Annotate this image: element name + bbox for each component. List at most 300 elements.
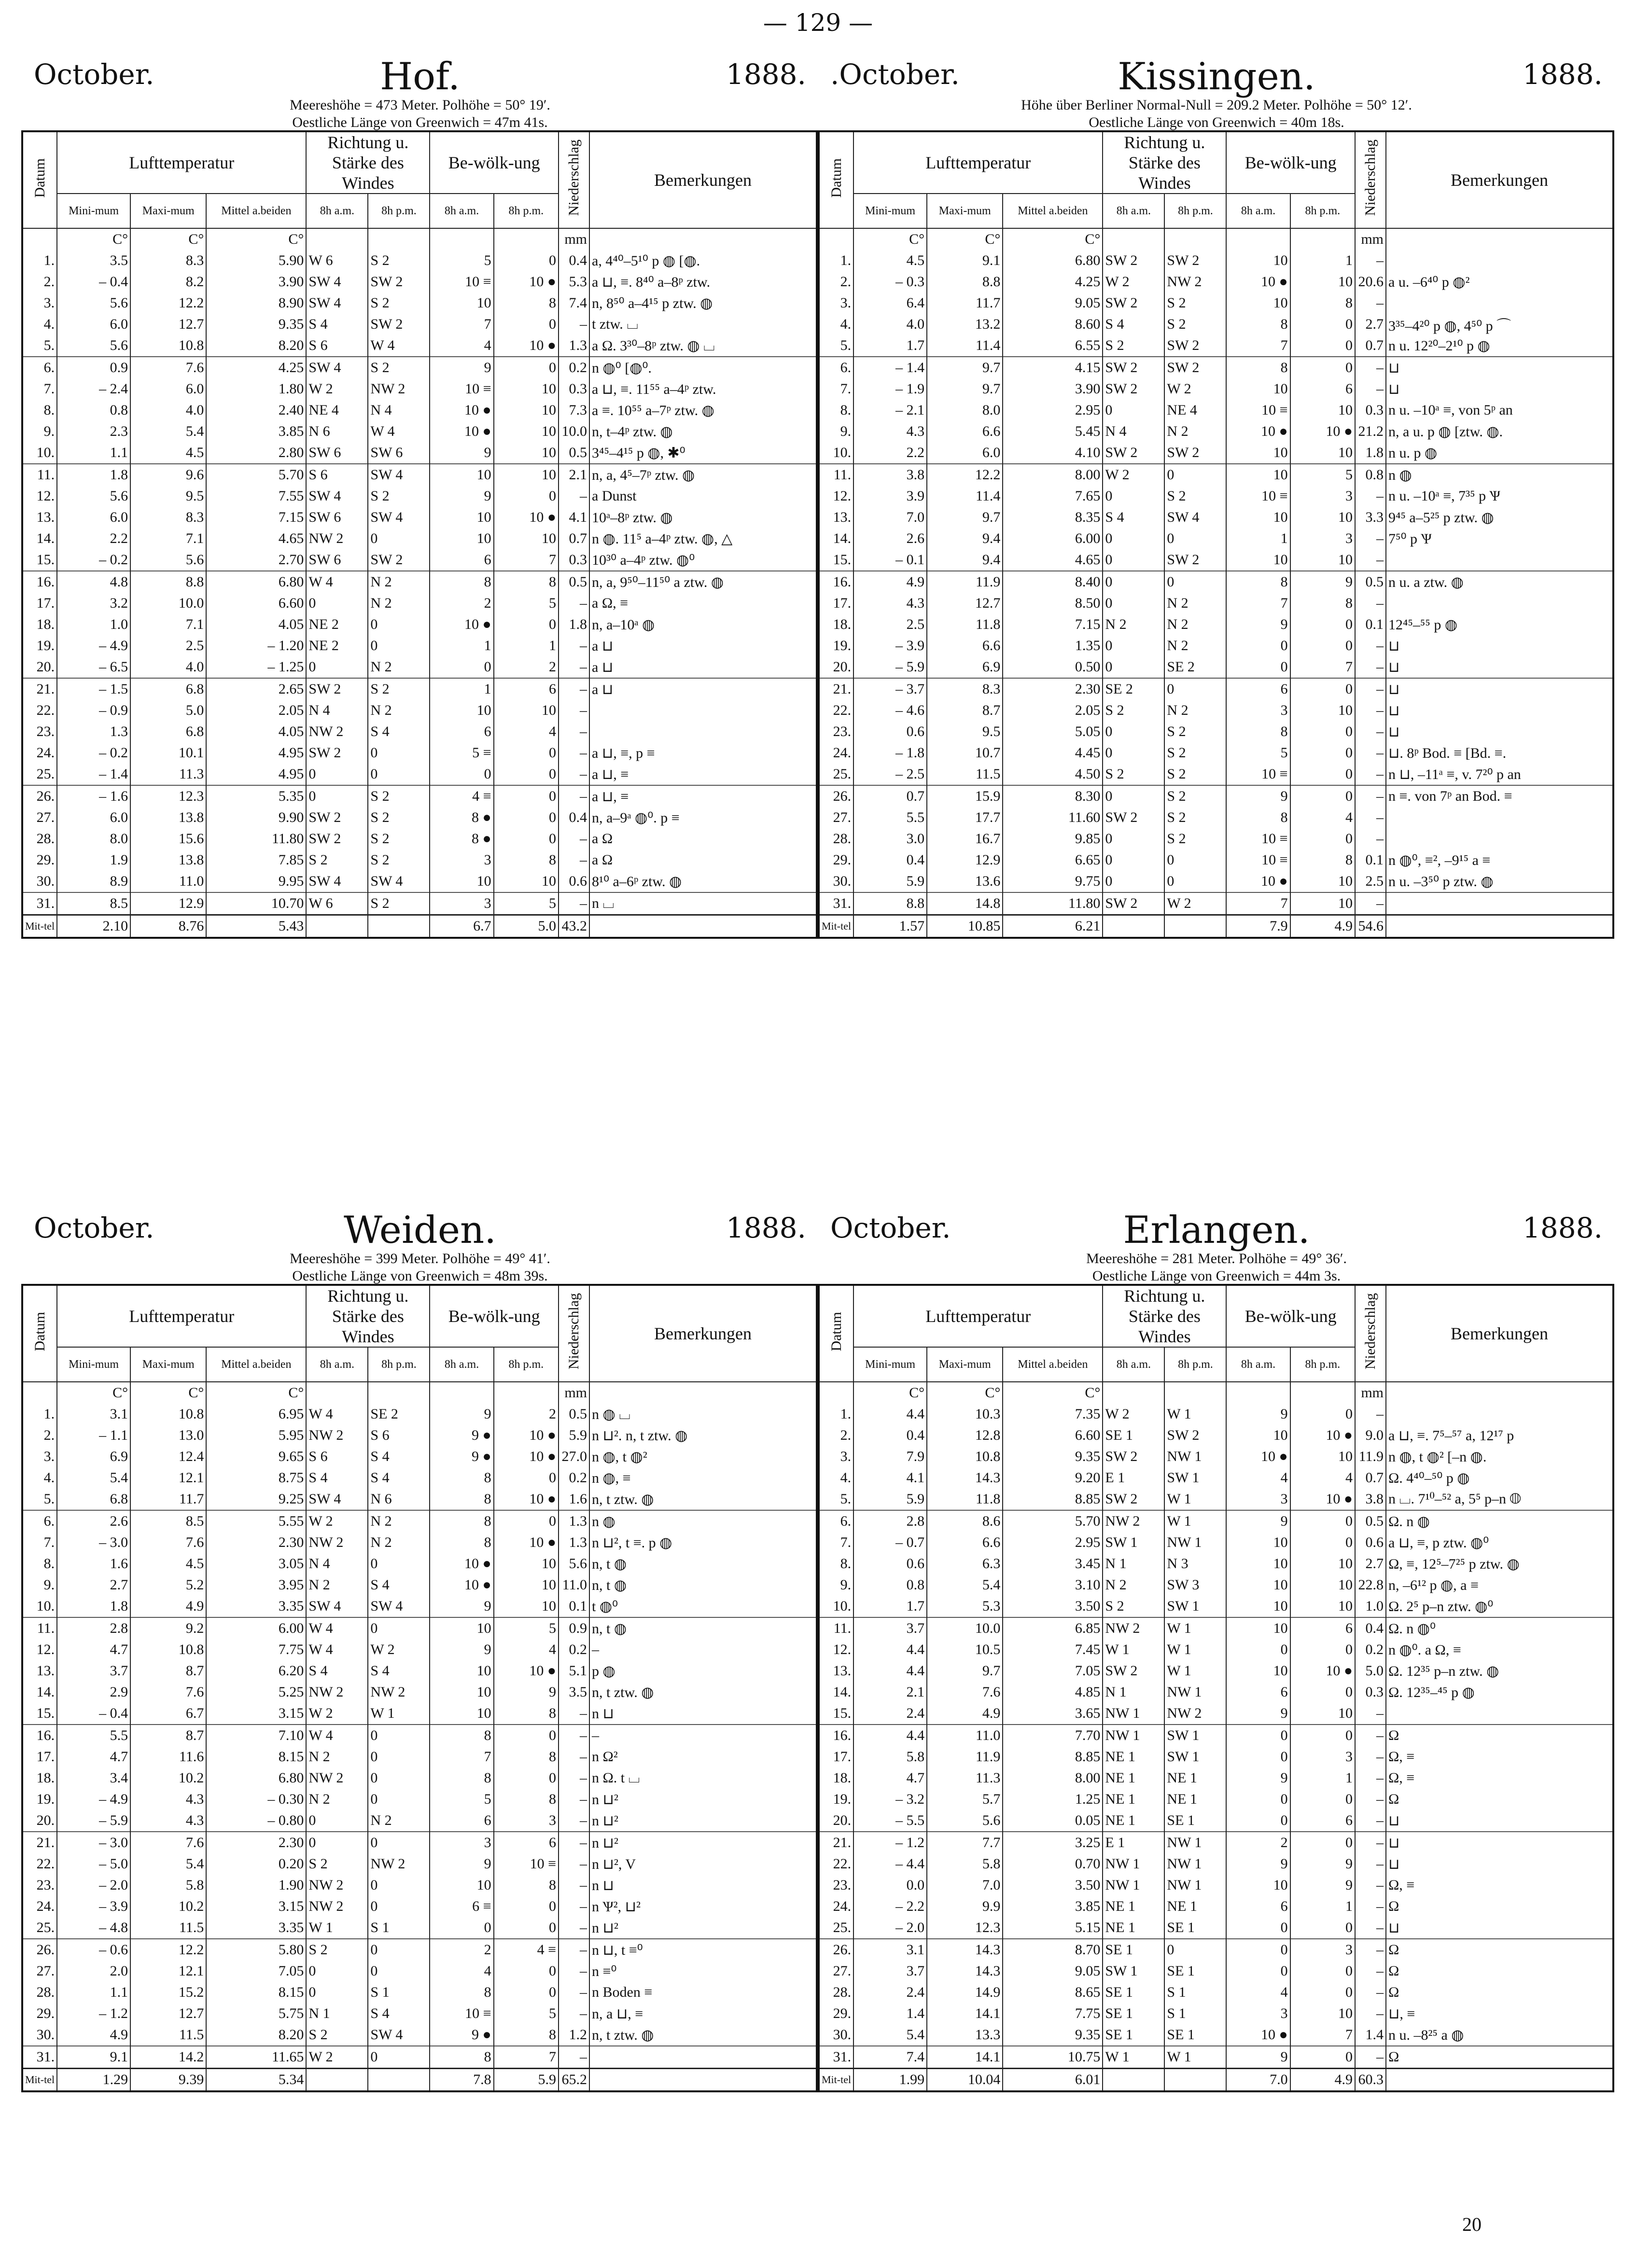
cell: 2.	[819, 1425, 853, 1446]
cell: S 1	[368, 1917, 430, 1939]
cell: – 1.4	[57, 764, 130, 785]
cell: S 2	[1164, 828, 1226, 849]
cell: 30.	[22, 2024, 57, 2046]
cell: – 3.0	[57, 1532, 130, 1553]
cell: 9.1	[57, 2046, 130, 2069]
cell: 6.80	[206, 571, 306, 593]
unit-max: C°	[927, 1382, 1003, 1404]
cell: W 2	[1164, 378, 1226, 400]
cell: 3.50	[1003, 1875, 1103, 1896]
cell: –	[1355, 1703, 1386, 1725]
station-panel	[19, 1202, 821, 2201]
cell: a ⊔	[589, 635, 817, 656]
cell: S 2	[368, 849, 430, 871]
col-precip: Niederschlag	[1355, 131, 1386, 228]
cell: n, t–4ᵖ ztw. ◍	[589, 421, 817, 442]
day-row	[819, 250, 1613, 271]
cell: SW 1	[1164, 1467, 1226, 1489]
station-header	[816, 1202, 1617, 1284]
cell: 0.5	[559, 442, 589, 464]
cell: 4.5	[853, 250, 927, 271]
cell: 2.7	[1355, 1553, 1386, 1574]
cell: n ⊔², t ≡. p ◍	[589, 1532, 817, 1553]
station-header	[816, 48, 1617, 130]
cell: N 2	[368, 1532, 430, 1553]
cell: Ω. 12³⁵–⁴⁵ p ◍	[1386, 1682, 1613, 1703]
day-row	[819, 1832, 1613, 1853]
col-remarks: Bemerkungen	[1386, 131, 1613, 228]
cell: – 3.9	[853, 635, 927, 656]
cell: 5.45	[1003, 421, 1103, 442]
cell: SW 4	[368, 871, 430, 892]
cell: 10	[1290, 871, 1355, 892]
station-name: Hof.	[380, 55, 460, 98]
cell: 6.7	[130, 1703, 206, 1725]
cell: 3	[1226, 700, 1290, 721]
cell: 0	[1290, 1789, 1355, 1810]
cell: 8	[430, 1532, 493, 1553]
station-name: Kissingen.	[1118, 55, 1315, 98]
cell: 6	[494, 1832, 559, 1853]
cell: 6.00	[1003, 528, 1103, 549]
cell: 10 ●	[1290, 1425, 1355, 1446]
mittel-cell: 7.0	[1226, 2069, 1290, 2092]
cell: –	[1355, 292, 1386, 314]
cell: 0	[1290, 1532, 1355, 1553]
cell: 4	[494, 1639, 559, 1660]
cell: 9	[430, 1853, 493, 1875]
cell: Ω, ≡	[1386, 1875, 1613, 1896]
cell: 26.	[819, 1939, 853, 1961]
cell: 2.5	[130, 635, 206, 656]
cell: – 5.9	[57, 1810, 130, 1832]
cell: –	[1355, 357, 1386, 378]
cell: 12.2	[130, 292, 206, 314]
cell: n Ѱ², ⊔²	[589, 1896, 817, 1917]
cell: 11.9	[927, 571, 1003, 593]
cell: – 0.2	[57, 742, 130, 764]
cell: 0.5	[1355, 1510, 1386, 1532]
cell: ⊔	[1386, 700, 1613, 721]
cell: 0	[1103, 742, 1164, 764]
cell: SE 2	[1103, 678, 1164, 700]
cell: 0	[1164, 678, 1226, 700]
col-wind-pm: 8h p.m.	[368, 1347, 430, 1382]
cell: 4.	[819, 314, 853, 335]
cell: 3.3	[1355, 507, 1386, 528]
mittel-cell: 1.57	[853, 915, 927, 938]
cell: 1.	[819, 250, 853, 271]
cell: 23.	[819, 1875, 853, 1896]
cell: S 2	[306, 849, 368, 871]
cell: SW 2	[306, 828, 368, 849]
cell: 8	[1290, 849, 1355, 871]
cell: SW 4	[306, 271, 368, 292]
cell: 2.5	[853, 614, 927, 635]
cell: 10	[1226, 1553, 1290, 1574]
cell: a u. –6⁴⁰ p ◍²	[1386, 271, 1613, 292]
cell: 10	[1226, 507, 1290, 528]
cell: 5	[494, 2003, 559, 2024]
cell: 10	[1290, 1446, 1355, 1467]
cell: 9.5	[927, 721, 1003, 742]
cell: 0	[1290, 357, 1355, 378]
cell: 1.8	[559, 614, 589, 635]
cell: 0	[494, 486, 559, 507]
cell: 7	[494, 2046, 559, 2069]
cell: 6.65	[1003, 849, 1103, 871]
cell: S 2	[1164, 764, 1226, 785]
unit-precip: mm	[559, 228, 589, 250]
cell: 8	[1226, 721, 1290, 742]
cell: n ◍ ⌴	[589, 1404, 817, 1425]
cell: 4.9	[130, 1596, 206, 1617]
cell: 7.3	[559, 400, 589, 421]
cell: 10	[1226, 442, 1290, 464]
cell: 10 ≡	[1226, 486, 1290, 507]
cell: n ⊔	[589, 1703, 817, 1725]
cell: 7.35	[1003, 1404, 1103, 1425]
cell: 6.9	[57, 1446, 130, 1467]
cell: 4.25	[206, 357, 306, 378]
cell: 0	[494, 828, 559, 849]
cell: 0	[494, 1917, 559, 1939]
cell: 7	[1226, 593, 1290, 614]
cell: 10	[1226, 1596, 1290, 1617]
cell: 20.	[22, 1810, 57, 1832]
cell: 30.	[819, 2024, 853, 2046]
mittel-cell: 6.21	[1003, 915, 1103, 938]
cell: SW 2	[1103, 442, 1164, 464]
cell: 3.	[819, 292, 853, 314]
station-altitude: Meereshöhe = 399 Meter. Polhöhe = 49° 41′.	[290, 1251, 550, 1266]
cell: 4.4	[853, 1639, 927, 1660]
cell: SW 2	[306, 678, 368, 700]
cell: –	[559, 1832, 589, 1853]
day-row	[22, 292, 817, 314]
cell: 14.3	[927, 1961, 1003, 1982]
cell: 2.1	[559, 464, 589, 486]
day-row	[819, 464, 1613, 486]
cell: 0.3	[1355, 1682, 1386, 1703]
cell: 10	[1290, 1574, 1355, 1596]
cell: 0	[1103, 635, 1164, 656]
cell: n, t ztw. ◍	[589, 1489, 817, 1510]
cell: 0.0	[853, 1875, 927, 1896]
mittel-cell: 9.39	[130, 2069, 206, 2092]
station-month: .October.	[830, 58, 960, 91]
cell: N 2	[1164, 593, 1226, 614]
cell: 10	[1226, 1425, 1290, 1446]
cell: SW 6	[306, 507, 368, 528]
cell: 13.8	[130, 807, 206, 828]
cell: 8 ●	[430, 828, 493, 849]
cell: 0.20	[206, 1853, 306, 1875]
cell: S 1	[1164, 1982, 1226, 2003]
col-min: Mini-mum	[853, 1347, 927, 1382]
cell: 8.3	[130, 507, 206, 528]
cell: 13.3	[927, 2024, 1003, 2046]
cell: a ⊔, ≡, p ztw. ◍⁰	[1386, 1532, 1613, 1553]
cell: n ⊔². n, t ztw. ◍	[589, 1425, 817, 1446]
cell: – 4.4	[853, 1853, 927, 1875]
day-row	[22, 1425, 817, 1446]
cell: 10 ≡	[1226, 764, 1290, 785]
cell: 27.0	[559, 1446, 589, 1467]
cell: 11.4	[927, 486, 1003, 507]
cell: 3.5	[57, 250, 130, 271]
cell: 5.55	[206, 1510, 306, 1532]
cell: ⊔	[1386, 678, 1613, 700]
cell: –	[1355, 486, 1386, 507]
cell: SW 2	[1103, 357, 1164, 378]
cell: 16.7	[927, 828, 1003, 849]
cell: 23.	[22, 1875, 57, 1896]
cell: NW 2	[368, 1682, 430, 1703]
cell: N 2	[306, 1789, 368, 1810]
cell: 3.	[22, 292, 57, 314]
cell: 0	[368, 2046, 430, 2069]
cell: N 4	[306, 700, 368, 721]
cell: –	[559, 1725, 589, 1746]
day-row	[22, 2046, 817, 2069]
cell: SE 1	[1164, 1917, 1226, 1939]
cell: 3.8	[1355, 1489, 1386, 1510]
cell: t ◍⁰	[589, 1596, 817, 1617]
day-row	[819, 871, 1613, 892]
cell: 10 ≡	[430, 378, 493, 400]
day-row	[22, 1467, 817, 1489]
mittel-cell: 8.76	[130, 915, 206, 938]
cell: –	[559, 1746, 589, 1767]
cell: 11.0	[927, 1725, 1003, 1746]
mittel-cell: 4.9	[1290, 2069, 1355, 2092]
mittel-cell: 7.8	[430, 2069, 493, 2092]
cell: 0	[368, 1896, 430, 1917]
cell: S 2	[1103, 764, 1164, 785]
cell: NE 2	[306, 614, 368, 635]
cell: 7.6	[130, 1832, 206, 1853]
cell: 4.85	[1003, 1682, 1103, 1703]
cell: 7.65	[1003, 486, 1103, 507]
cell: – 0.3	[853, 271, 927, 292]
cell: 0	[1164, 528, 1226, 549]
cell: 14.8	[927, 892, 1003, 915]
cell: SE 1	[1103, 1982, 1164, 2003]
mittel-cell: 5.0	[494, 915, 559, 938]
col-min: Mini-mum	[57, 194, 130, 228]
unit-mean: C°	[1003, 228, 1103, 250]
cell: 0	[1103, 871, 1164, 892]
cell: 0	[306, 1810, 368, 1832]
col-wind-am: 8h a.m.	[306, 1347, 368, 1382]
cell: 5.90	[206, 250, 306, 271]
cell: 10.75	[1003, 2046, 1103, 2069]
cell: 11.3	[927, 1767, 1003, 1789]
cell: n, t ◍	[589, 1553, 817, 1574]
cell: 3.25	[1003, 1832, 1103, 1853]
cell: S 4	[368, 1467, 430, 1489]
cell: n ⊔²	[589, 1917, 817, 1939]
mittel-cell: 60.3	[1355, 2069, 1386, 2092]
cell: 23.	[22, 721, 57, 742]
cell: 8.8	[927, 271, 1003, 292]
col-wind-am: 8h a.m.	[1103, 1347, 1164, 1382]
cell: 6.00	[206, 1617, 306, 1639]
unit-min: C°	[853, 228, 927, 250]
cell: N 2	[1103, 614, 1164, 635]
cell: –	[1355, 700, 1386, 721]
cell: 1.7	[853, 1596, 927, 1617]
cell: 10 ●	[494, 1446, 559, 1467]
mittel-cell	[1386, 915, 1613, 938]
mittel-cell: 5.34	[206, 2069, 306, 2092]
cell: 2.5	[1355, 871, 1386, 892]
cell: 3.65	[1003, 1703, 1103, 1725]
cell: SW 3	[1164, 1574, 1226, 1596]
cell: a ⊔, ≡. 7⁵–⁵⁷ a, 12¹⁷ p	[1386, 1425, 1613, 1446]
cell: – 2.4	[57, 378, 130, 400]
cell: 12⁴⁵–⁵⁵ p ◍	[1386, 614, 1613, 635]
cell: Ω, ≡, 12⁵–7²⁵ p ztw. ◍	[1386, 1553, 1613, 1574]
cell: 9.7	[927, 1660, 1003, 1682]
cell: 22.8	[1355, 1574, 1386, 1596]
day-row	[22, 1917, 817, 1939]
unit-min: C°	[853, 1382, 927, 1404]
mittel-cell: 10.04	[927, 2069, 1003, 2092]
cell: Ω	[1386, 1896, 1613, 1917]
cell: 25.	[22, 1917, 57, 1939]
cell: 10	[430, 1617, 493, 1639]
cell: SW 6	[306, 549, 368, 571]
cell: 10.0	[130, 593, 206, 614]
cell: a Ω	[589, 828, 817, 849]
mittel-row	[22, 915, 817, 938]
cell: 3.1	[57, 1404, 130, 1425]
cell: 5	[494, 593, 559, 614]
cell: 11.8	[927, 1489, 1003, 1510]
cell: 12.7	[130, 314, 206, 335]
cell: 8.7	[130, 1660, 206, 1682]
mittel-label: Mit-tel	[22, 915, 57, 938]
cell: 8	[430, 1982, 493, 2003]
cell: – 1.20	[206, 635, 306, 656]
cell: 8.5	[130, 1510, 206, 1532]
cell: 3.05	[206, 1553, 306, 1574]
station-altitude: Höhe über Berliner Normal-Null = 209.2 Meter. Polhöhe = 50° 12′.	[1021, 97, 1412, 113]
cell: 5.70	[1003, 1510, 1103, 1532]
cell: 2.2	[57, 528, 130, 549]
cell: SW 2	[1103, 292, 1164, 314]
station-year: 1888.	[726, 58, 806, 91]
cell: 0	[1164, 571, 1226, 593]
cell: 4.7	[853, 1767, 927, 1789]
cell: 29.	[22, 849, 57, 871]
cell: NW 2	[1103, 1617, 1164, 1639]
cell: 1.0	[1355, 1596, 1386, 1617]
cell: 10 ●	[494, 1489, 559, 1510]
cell: 9.	[819, 421, 853, 442]
cell	[589, 2046, 817, 2069]
cell: 7.1	[130, 614, 206, 635]
cell: 2	[1226, 1832, 1290, 1853]
cell: 3	[1290, 528, 1355, 549]
cell: W 1	[1164, 1510, 1226, 1532]
cell: n, 8⁵⁰ a–4¹⁵ p ztw. ◍	[589, 292, 817, 314]
day-row	[22, 892, 817, 915]
cell: 0	[1226, 1639, 1290, 1660]
mittel-cell: 6.7	[430, 915, 493, 938]
cell: SW 4	[306, 1489, 368, 1510]
cell: 7	[1226, 335, 1290, 357]
cell: 6	[430, 721, 493, 742]
cell: 13.	[819, 1660, 853, 1682]
units-row	[819, 228, 1613, 250]
day-row	[22, 378, 817, 400]
cell: ⊔	[1386, 1832, 1613, 1853]
day-row	[22, 1961, 817, 1982]
cell: W 1	[1164, 1660, 1226, 1682]
cell: S 2	[306, 2024, 368, 2046]
cell: Ω	[1386, 1939, 1613, 1961]
cell: S 2	[368, 892, 430, 915]
cell: 3.35	[206, 1596, 306, 1617]
col-mean: Mittel a.beiden	[1003, 1347, 1103, 1382]
cell: S 2	[1164, 807, 1226, 828]
cell: 9.05	[1003, 292, 1103, 314]
cell: 1.	[22, 1404, 57, 1425]
cell: –	[559, 593, 589, 614]
day-row	[22, 849, 817, 871]
cell: 0.4	[853, 1425, 927, 1446]
cell: 5.25	[206, 1682, 306, 1703]
cell: 4.9	[853, 571, 927, 593]
cell: 2.40	[206, 400, 306, 421]
cell: 3.85	[206, 421, 306, 442]
cell: S 2	[368, 678, 430, 700]
cell: 12.7	[927, 593, 1003, 614]
cell: –	[559, 486, 589, 507]
cell: –	[1355, 1875, 1386, 1896]
cell: 0	[1290, 742, 1355, 764]
cell: n, a ⊔, ≡	[589, 2003, 817, 2024]
cell: 11.9	[1355, 1446, 1386, 1467]
cell: NW 1	[1164, 1682, 1226, 1703]
cell: 9.95	[206, 871, 306, 892]
col-wind-pm: 8h p.m.	[1164, 194, 1226, 228]
cell: 10.5	[927, 1639, 1003, 1660]
cell: –	[559, 1810, 589, 1832]
cell: S 1	[368, 1982, 430, 2003]
station-panel	[19, 48, 821, 1047]
cell: NE 4	[1164, 400, 1226, 421]
cell: 9.5	[130, 486, 206, 507]
day-row	[819, 1853, 1613, 1875]
cell: 13.	[819, 507, 853, 528]
cell: 26.	[819, 785, 853, 807]
cell: SW 2	[1103, 807, 1164, 828]
cell: 0.6	[1355, 1532, 1386, 1553]
cell: SE 1	[1103, 1939, 1164, 1961]
cell: 7.	[819, 1532, 853, 1553]
cell: 4.4	[853, 1725, 927, 1746]
cell: 10 ≡	[494, 1853, 559, 1875]
cell: 6.20	[206, 1660, 306, 1682]
cell: –	[1355, 1810, 1386, 1832]
cell: S 2	[1164, 486, 1226, 507]
cell: 24.	[819, 1896, 853, 1917]
cell: 9.25	[206, 1489, 306, 1510]
